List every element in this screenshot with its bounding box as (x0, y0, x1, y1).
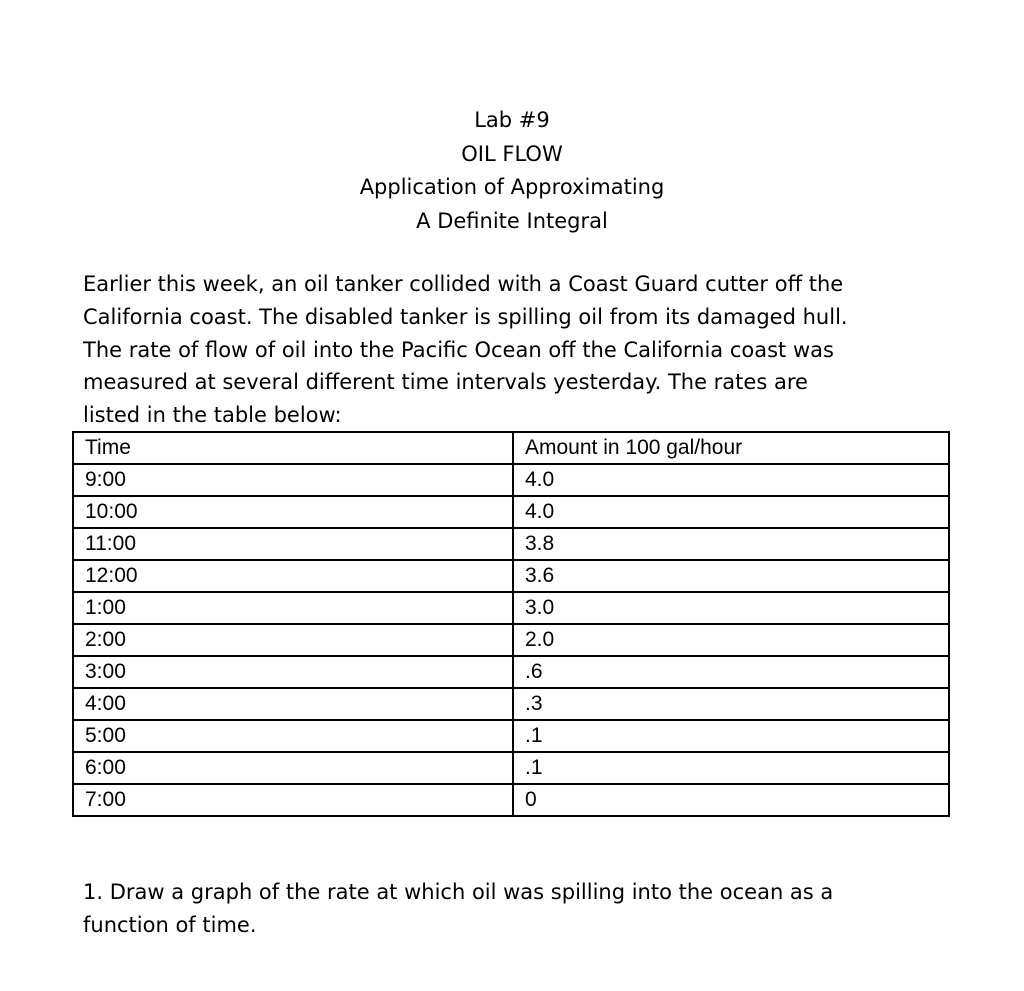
time-cell: 7:00 (73, 784, 513, 816)
table-row (73, 592, 949, 624)
amount-cell: 3.8 (513, 528, 949, 560)
table-row (73, 496, 949, 528)
time-cell: 5:00 (73, 720, 513, 752)
table-row (73, 784, 949, 816)
table-row (73, 752, 949, 784)
intro-paragraph (83, 268, 963, 432)
header-time: Time (73, 432, 513, 464)
question-line: 1. Draw a graph of the rate at which oil was spilling into the ocean as a (83, 880, 834, 904)
time-cell: 2:00 (73, 624, 513, 656)
table-row (73, 624, 949, 656)
amount-cell: 0 (513, 784, 949, 816)
time-cell: 11:00 (73, 528, 513, 560)
oil-flow-table (72, 431, 950, 817)
amount-cell: 4.0 (513, 464, 949, 496)
amount-cell: .6 (513, 656, 949, 688)
amount-cell: 3.0 (513, 592, 949, 624)
amount-cell: .3 (513, 688, 949, 720)
lab-name: OIL FLOW (461, 141, 563, 166)
amount-cell: 3.6 (513, 560, 949, 592)
table-row (73, 528, 949, 560)
amount-cell: .1 (513, 720, 949, 752)
question-1 (83, 876, 963, 942)
question-line: function of time. (83, 913, 257, 937)
table-row (73, 656, 949, 688)
time-cell: 12:00 (73, 560, 513, 592)
intro-line: listed in the table below: (83, 403, 342, 428)
time-cell: 9:00 (73, 464, 513, 496)
lab-number: Lab #9 (474, 108, 550, 132)
time-cell: 6:00 (73, 752, 513, 784)
table-row (73, 560, 949, 592)
table-row (73, 464, 949, 496)
amount-cell: 4.0 (513, 496, 949, 528)
subtitle-line-2: A Definite Integral (416, 208, 608, 233)
time-cell: 4:00 (73, 688, 513, 720)
table-row (73, 720, 949, 752)
table-header-row (73, 432, 949, 464)
amount-cell: .1 (513, 752, 949, 784)
time-cell: 10:00 (73, 496, 513, 528)
intro-line: Earlier this week, an oil tanker collided with a Coast Guard cutter off the (83, 272, 844, 296)
intro-line: The rate of flow of oil into the Pacific Ocean off the California coast was (83, 337, 834, 362)
table-row (73, 688, 949, 720)
subtitle-line-1: Application of Approximating (359, 175, 665, 199)
intro-line: measured at several different time intervals yesterday. The rates are (83, 370, 808, 395)
intro-line: California coast. The disabled tanker is spilling oil from its damaged hull. (83, 304, 848, 329)
time-cell: 1:00 (73, 592, 513, 624)
document-title (0, 104, 1024, 238)
header-amount: Amount in 100 gal/hour (513, 432, 949, 464)
time-cell: 3:00 (73, 656, 513, 688)
amount-cell: 2.0 (513, 624, 949, 656)
